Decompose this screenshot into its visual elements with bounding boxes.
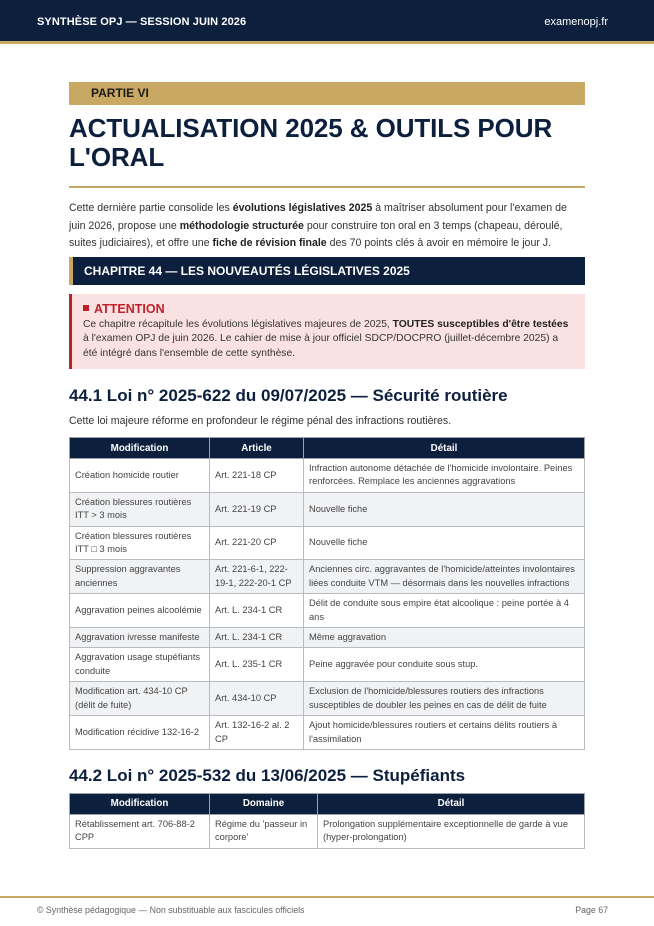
footer-divider (0, 896, 654, 898)
column-header: Article (210, 438, 304, 459)
article-cell: Art. 221-18 CP (210, 459, 304, 493)
article-cell: Art. 221-6-1, 222-19-1, 222-20-1 CP (210, 560, 304, 594)
article-cell: Art. 221-20 CP (210, 526, 304, 560)
intro-text: à maîtriser absolument pour l'examen de juin 2026, propose une (69, 202, 567, 232)
section-lead: Cette loi majeure réforme en profondeur le régime pénal des infractions routières. (69, 415, 452, 427)
attention-body (83, 318, 575, 362)
detail-cell: Délit de conduite sous empire état alcoolique : peine portée à 4 ans (304, 594, 585, 628)
detail-cell: Exclusion de l'homicide/blessures routiers des infractions susceptibles de doubler les peines en cas de délit de fuite (304, 682, 585, 716)
page-content (69, 82, 585, 849)
detail-cell: Nouvelle fiche (304, 492, 585, 526)
section-heading: 44.2 Loi n° 2025-532 du 13/06/2025 — Stupéfiants (69, 765, 466, 785)
article-cell: Art. 221-19 CP (210, 492, 304, 526)
page-number: Page 67 (575, 905, 608, 915)
detail-cell: Ajout homicide/blessures routiers et certains délits routiers à l'assimilation (304, 716, 585, 750)
part-banner: PARTIE VI (69, 82, 585, 105)
column-header: Modification (70, 438, 210, 459)
modification-cell: Modification récidive 132-16-2 (70, 716, 210, 750)
attention-title (83, 302, 575, 317)
column-header: Détail (318, 793, 585, 814)
securite-routiere-table (69, 437, 585, 750)
header-divider (0, 41, 654, 44)
attention-title-text: ATTENTION (94, 301, 165, 316)
square-bullet-icon (83, 305, 89, 311)
table-row (70, 628, 585, 648)
footer-disclaimer: © Synthèse pédagogique — Non substituable aux fascicules officiels (37, 905, 305, 915)
intro-text: Cette dernière partie consolide les (69, 202, 233, 214)
modification-cell: Suppression aggravantes anciennes (70, 560, 210, 594)
column-header: Domaine (210, 793, 318, 814)
table-row (70, 682, 585, 716)
table-row (70, 560, 585, 594)
attention-text: Ce chapitre récapitule les évolutions législatives majeures de 2025, (83, 318, 393, 330)
detail-cell: Infraction autonome détachée de l'homicide involontaire. Peines renforcées. Remplace les anciennes aggravations (304, 459, 585, 493)
stupefiants-table (69, 793, 585, 849)
table-row (70, 648, 585, 682)
header-title: SYNTHÈSE OPJ — SESSION JUIN 2026 (37, 16, 247, 28)
detail-cell: Anciennes circ. aggravantes de l'homicide/atteintes involontaires liées conduite VTM — désormais dans les nouvelles infractions (304, 560, 585, 594)
chapter-heading: CHAPITRE 44 — LES NOUVEAUTÉS LÉGISLATIVES 2025 (69, 257, 585, 285)
table-row (70, 492, 585, 526)
modification-cell: Modification art. 434-10 CP (délit de fuite) (70, 682, 210, 716)
detail-cell: Peine aggravée pour conduite sous stup. (304, 648, 585, 682)
attention-bold: TOUTES susceptibles d'être testées (392, 318, 569, 330)
attention-text: à l'examen OPJ de juin 2026. Le cahier de mise à jour officiel SDCP/DOCPRO (juillet-décembre 2025) a été intégré dans l'ensemble de cette synthèse. (83, 333, 559, 359)
intro-bold: fiche de révision finale (212, 237, 327, 249)
intro-text: pour construire ton oral en 3 temps (chapeau, déroulé, suites judiciaires), et offre une (69, 219, 563, 249)
intro-bold: méthodologie structurée (179, 219, 304, 232)
table-row (70, 459, 585, 493)
attention-callout (69, 294, 585, 370)
header-site: examenopj.fr (544, 16, 608, 28)
intro-paragraph (69, 200, 585, 253)
table-row (70, 526, 585, 560)
detail-cell: Même aggravation (304, 628, 585, 648)
table-row (70, 716, 585, 750)
article-cell: Art. L. 235-1 CR (210, 648, 304, 682)
modification-cell: Rétablissement art. 706-88-2 CPP (70, 814, 210, 848)
modification-cell: Création blessures routières ITT □ 3 mois (70, 526, 210, 560)
table-header-row (70, 438, 585, 459)
page-title: ACTUALISATION 2025 & OUTILS POUR L'ORAL (69, 113, 553, 172)
column-header: Modification (70, 793, 210, 814)
article-cell: Art. 132-16-2 al. 2 CP (210, 716, 304, 750)
modification-cell: Création blessures routières ITT > 3 mois (70, 492, 210, 526)
table-header-row (70, 793, 585, 814)
table-row (70, 814, 585, 848)
article-cell: Art. 434-10 CP (210, 682, 304, 716)
domaine-cell: Régime du 'passeur in corpore' (210, 814, 318, 848)
intro-text: des 70 points clés à avoir en mémoire le jour J. (326, 237, 552, 249)
article-cell: Art. L. 234-1 CR (210, 594, 304, 628)
detail-cell: Nouvelle fiche (304, 526, 585, 560)
column-header: Détail (304, 438, 585, 459)
article-cell: Art. L. 234-1 CR (210, 628, 304, 648)
intro-bold: évolutions législatives 2025 (232, 202, 373, 214)
modification-cell: Aggravation peines alcoolémie (70, 594, 210, 628)
modification-cell: Aggravation ivresse manifeste (70, 628, 210, 648)
modification-cell: Création homicide routier (70, 459, 210, 493)
detail-cell: Prolongation supplémentaire exceptionnelle de garde à vue (hyper-prolongation) (318, 814, 585, 848)
title-divider (69, 186, 585, 188)
section-heading: 44.1 Loi n° 2025-622 du 09/07/2025 — Sécurité routière (69, 386, 508, 405)
table-row (70, 594, 585, 628)
modification-cell: Aggravation usage stupéfiants conduite (70, 648, 210, 682)
